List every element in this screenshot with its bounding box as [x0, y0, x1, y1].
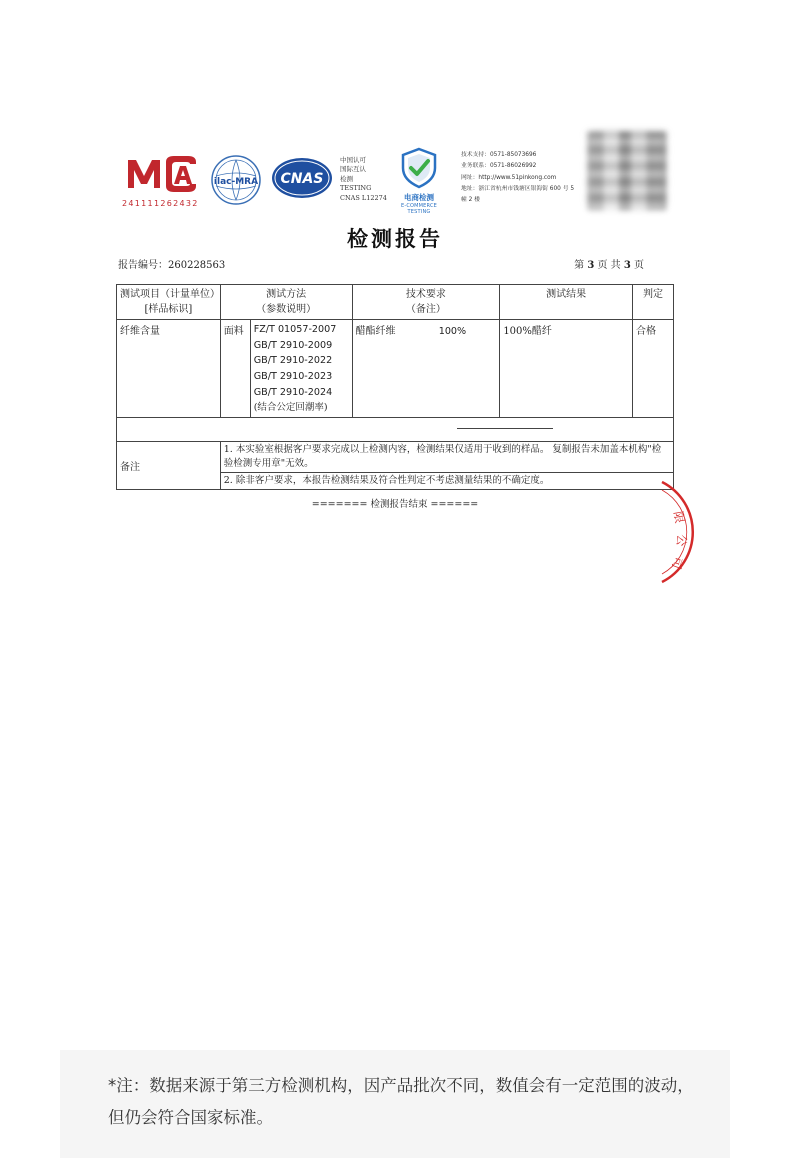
- method-note: (结合公定回潮率): [253, 401, 328, 413]
- contact-line: 幢 2 楼: [461, 197, 480, 204]
- cma-mark-icon: [122, 152, 200, 194]
- cnas-line: 检测: [340, 174, 353, 183]
- report-letterhead: [0, 128, 790, 218]
- method-line: GB/T 2910-2009: [253, 339, 333, 351]
- cnas-line: CNAS L12274: [340, 193, 387, 202]
- test-results-table: [116, 284, 674, 490]
- cell-test-item: 纤维含量: [117, 320, 221, 418]
- ecommerce-sub: E-COMMERCE TESTING: [400, 203, 438, 215]
- ilac-text: ilac-MRA: [213, 177, 259, 187]
- cma-number: 241111262432: [122, 199, 199, 208]
- report-number-label: 报告编号：: [118, 260, 168, 271]
- report-number: [118, 256, 225, 271]
- cell-requirement: [352, 320, 500, 418]
- spacer-divider: [457, 428, 553, 429]
- method-line: GB/T 2910-2023: [253, 371, 333, 383]
- header-result: 测试结果: [500, 285, 633, 320]
- notes-row: [117, 442, 674, 490]
- contact-line: 地址：浙江省杭州市钱塘区银海街 600 号 5: [461, 185, 575, 192]
- page-prefix: 第: [574, 260, 585, 271]
- page-total: 3: [623, 260, 631, 271]
- report-end-marker: ======= 检测报告结束 ======: [311, 499, 479, 510]
- table-spacer-row: [117, 418, 674, 442]
- requirement-fiber: 醋酯纤维: [355, 326, 396, 337]
- ecommerce-testing-logo: [392, 146, 446, 215]
- report-number-value: 260228563: [168, 260, 226, 271]
- page-current: 3: [587, 260, 595, 271]
- header-test-item: 测试项目（计量单位） [样品标识]: [117, 285, 221, 320]
- table-row: [117, 320, 674, 418]
- cnas-line: 国际互认: [340, 165, 366, 174]
- note-item: 1. 本实验室根据客户要求完成以上检测内容，检测结果仅适用于收到的样品。 复制报告未加盖本机构"检验检测专用章"无效。: [221, 442, 673, 473]
- method-line: GB/T 2910-2024: [253, 386, 333, 398]
- header-test-method: 测试方法 （参数说明）: [220, 285, 352, 320]
- method-line: GB/T 2910-2022: [253, 355, 333, 367]
- page-indicator: [574, 256, 644, 271]
- svg-text:公: 公: [673, 533, 689, 547]
- svg-text:司: 司: [669, 554, 687, 572]
- cell-part: 面料: [220, 320, 250, 418]
- page-mid: 页 共: [597, 260, 621, 271]
- table-header-row: [117, 285, 674, 320]
- header-requirement: 技术要求 （备注）: [352, 285, 500, 320]
- contact-info: [461, 150, 587, 206]
- cnas-accreditation-text: [340, 156, 387, 203]
- cnas-text: CNAS: [280, 171, 324, 187]
- header-verdict: 判定: [633, 285, 674, 320]
- disclaimer-text: *注：数据来源于第三方检测机构，因产品批次不同，数值会有一定范围的波动，但仍会符合国家标准。: [108, 1076, 694, 1127]
- notes-label: 备注: [117, 442, 221, 490]
- cma-logo: [122, 152, 204, 208]
- company-seal-stamp-icon: [658, 476, 702, 588]
- contact-line: 业务联系：0571-86026992: [461, 163, 537, 170]
- notes-cell: [220, 442, 673, 490]
- cell-verdict: 合格: [633, 320, 674, 418]
- report-title: 检测报告: [347, 226, 443, 251]
- cnas-line: 中国认可: [340, 156, 366, 164]
- cnas-line: TESTING: [340, 184, 372, 193]
- requirement-value: 100%: [438, 326, 467, 337]
- method-line: FZ/T 01057-2007: [253, 324, 337, 335]
- cell-result: 100%醋纤: [500, 320, 633, 418]
- blurred-qr-overlay: [588, 132, 666, 210]
- cell-methods: [250, 320, 352, 418]
- svg-text:限: 限: [671, 510, 687, 525]
- contact-line: 技术支持：0571-85073696: [461, 152, 537, 158]
- ecommerce-label: 电商检测: [404, 193, 434, 202]
- note-item: 2. 除非客户要求，本报告检测结果及符合性判定不考虑测量结果的不确定度。: [223, 475, 550, 486]
- contact-line: 网址：http://www.51pinkong.com: [461, 174, 557, 181]
- shield-check-icon: [397, 146, 441, 190]
- spacer-cell: [117, 418, 674, 442]
- disclaimer-box: [60, 1050, 730, 1158]
- ilac-mra-logo-icon: [210, 154, 262, 206]
- page-suffix: 页: [634, 260, 644, 271]
- cnas-logo-icon: [270, 156, 334, 200]
